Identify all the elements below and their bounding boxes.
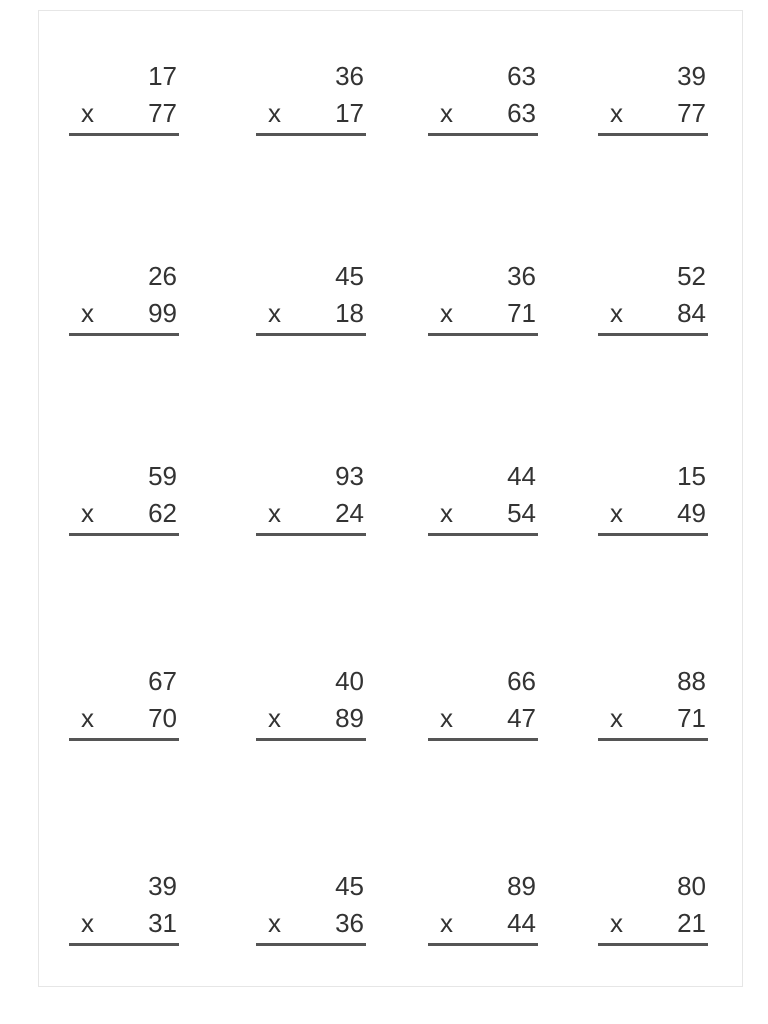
multiplication-problem <box>256 461 366 541</box>
multiplier-row <box>428 98 536 128</box>
multiplier-row <box>256 908 364 938</box>
answer-line <box>69 333 179 336</box>
multiplier-row <box>256 703 364 733</box>
multiply-sign: x <box>610 298 623 328</box>
multiplicand: 45 <box>335 261 364 291</box>
multiplier: 47 <box>507 703 536 733</box>
multiplier: 49 <box>677 498 706 528</box>
multiplier: 77 <box>148 98 177 128</box>
answer-line <box>598 943 708 946</box>
answer-line <box>256 943 366 946</box>
answer-line <box>256 533 366 536</box>
multiplicand: 15 <box>677 461 706 491</box>
multiply-sign: x <box>81 98 94 128</box>
multiply-sign: x <box>268 703 281 733</box>
answer-line <box>428 738 538 741</box>
answer-line <box>428 533 538 536</box>
multiplier: 54 <box>507 498 536 528</box>
multiplication-problem <box>598 871 708 951</box>
multiply-sign: x <box>81 703 94 733</box>
multiplication-problem <box>598 461 708 541</box>
answer-line <box>428 333 538 336</box>
answer-line <box>598 533 708 536</box>
multiplicand: 39 <box>677 61 706 91</box>
multiply-sign: x <box>440 298 453 328</box>
multiplier-row <box>256 98 364 128</box>
multiplier-row <box>428 298 536 328</box>
multiplicand: 66 <box>507 666 536 696</box>
multiply-sign: x <box>440 908 453 938</box>
multiplicand: 80 <box>677 871 706 901</box>
multiplicand: 26 <box>148 261 177 291</box>
multiplier: 84 <box>677 298 706 328</box>
multiply-sign: x <box>440 98 453 128</box>
multiplier-row <box>598 498 706 528</box>
multiplication-problem <box>598 61 708 141</box>
multiplication-problem <box>69 461 179 541</box>
answer-line <box>256 333 366 336</box>
multiplier: 77 <box>677 98 706 128</box>
answer-line <box>428 133 538 136</box>
answer-line <box>69 533 179 536</box>
multiply-sign: x <box>81 298 94 328</box>
multiplicand: 36 <box>507 261 536 291</box>
multiply-sign: x <box>81 908 94 938</box>
multiplier: 63 <box>507 98 536 128</box>
multiplication-problem <box>598 666 708 746</box>
multiplicand: 67 <box>148 666 177 696</box>
multiplicand: 59 <box>148 461 177 491</box>
multiplier-row <box>428 703 536 733</box>
multiplier-row <box>598 703 706 733</box>
worksheet-page <box>38 10 743 987</box>
multiplier-row <box>428 498 536 528</box>
multiplier-row <box>598 98 706 128</box>
multiplier-row <box>598 298 706 328</box>
multiplier: 71 <box>677 703 706 733</box>
answer-line <box>69 738 179 741</box>
multiplicand: 63 <box>507 61 536 91</box>
multiplier: 70 <box>148 703 177 733</box>
multiplicand: 89 <box>507 871 536 901</box>
multiply-sign: x <box>440 703 453 733</box>
multiplier-row <box>256 298 364 328</box>
multiply-sign: x <box>268 908 281 938</box>
multiplication-problem <box>598 261 708 341</box>
multiplication-problem <box>428 871 538 951</box>
answer-line <box>69 943 179 946</box>
problem-grid <box>39 11 744 988</box>
multiplier: 71 <box>507 298 536 328</box>
multiplicand: 44 <box>507 461 536 491</box>
multiplication-problem <box>256 261 366 341</box>
multiply-sign: x <box>268 298 281 328</box>
multiplier: 31 <box>148 908 177 938</box>
multiplicand: 40 <box>335 666 364 696</box>
multiplication-problem <box>256 871 366 951</box>
multiplication-problem <box>428 261 538 341</box>
multiplicand: 88 <box>677 666 706 696</box>
multiplier: 89 <box>335 703 364 733</box>
multiplier: 99 <box>148 298 177 328</box>
multiplication-problem <box>428 61 538 141</box>
answer-line <box>428 943 538 946</box>
multiply-sign: x <box>610 908 623 938</box>
multiply-sign: x <box>610 703 623 733</box>
multiplier: 18 <box>335 298 364 328</box>
multiplier-row <box>69 298 177 328</box>
answer-line <box>598 133 708 136</box>
multiplier: 17 <box>335 98 364 128</box>
answer-line <box>256 133 366 136</box>
multiplication-problem <box>69 871 179 951</box>
multiplication-problem <box>256 61 366 141</box>
multiplier: 44 <box>507 908 536 938</box>
multiply-sign: x <box>440 498 453 528</box>
multiplier-row <box>69 908 177 938</box>
multiply-sign: x <box>268 98 281 128</box>
multiplication-problem <box>69 666 179 746</box>
answer-line <box>256 738 366 741</box>
multiplier-row <box>428 908 536 938</box>
multiplication-problem <box>428 666 538 746</box>
multiplication-problem <box>428 461 538 541</box>
multiplicand: 52 <box>677 261 706 291</box>
multiply-sign: x <box>268 498 281 528</box>
multiplicand: 45 <box>335 871 364 901</box>
multiply-sign: x <box>81 498 94 528</box>
multiplier-row <box>256 498 364 528</box>
answer-line <box>598 333 708 336</box>
multiplication-problem <box>69 261 179 341</box>
multiplicand: 39 <box>148 871 177 901</box>
multiplicand: 93 <box>335 461 364 491</box>
multiplication-problem <box>69 61 179 141</box>
multiplier: 36 <box>335 908 364 938</box>
multiplier: 21 <box>677 908 706 938</box>
multiply-sign: x <box>610 498 623 528</box>
multiplicand: 36 <box>335 61 364 91</box>
answer-line <box>69 133 179 136</box>
multiplier: 24 <box>335 498 364 528</box>
multiplier-row <box>69 703 177 733</box>
multiplier: 62 <box>148 498 177 528</box>
answer-line <box>598 738 708 741</box>
multiplication-problem <box>256 666 366 746</box>
multiplier-row <box>69 498 177 528</box>
multiplier-row <box>598 908 706 938</box>
multiply-sign: x <box>610 98 623 128</box>
multiplicand: 17 <box>148 61 177 91</box>
multiplier-row <box>69 98 177 128</box>
